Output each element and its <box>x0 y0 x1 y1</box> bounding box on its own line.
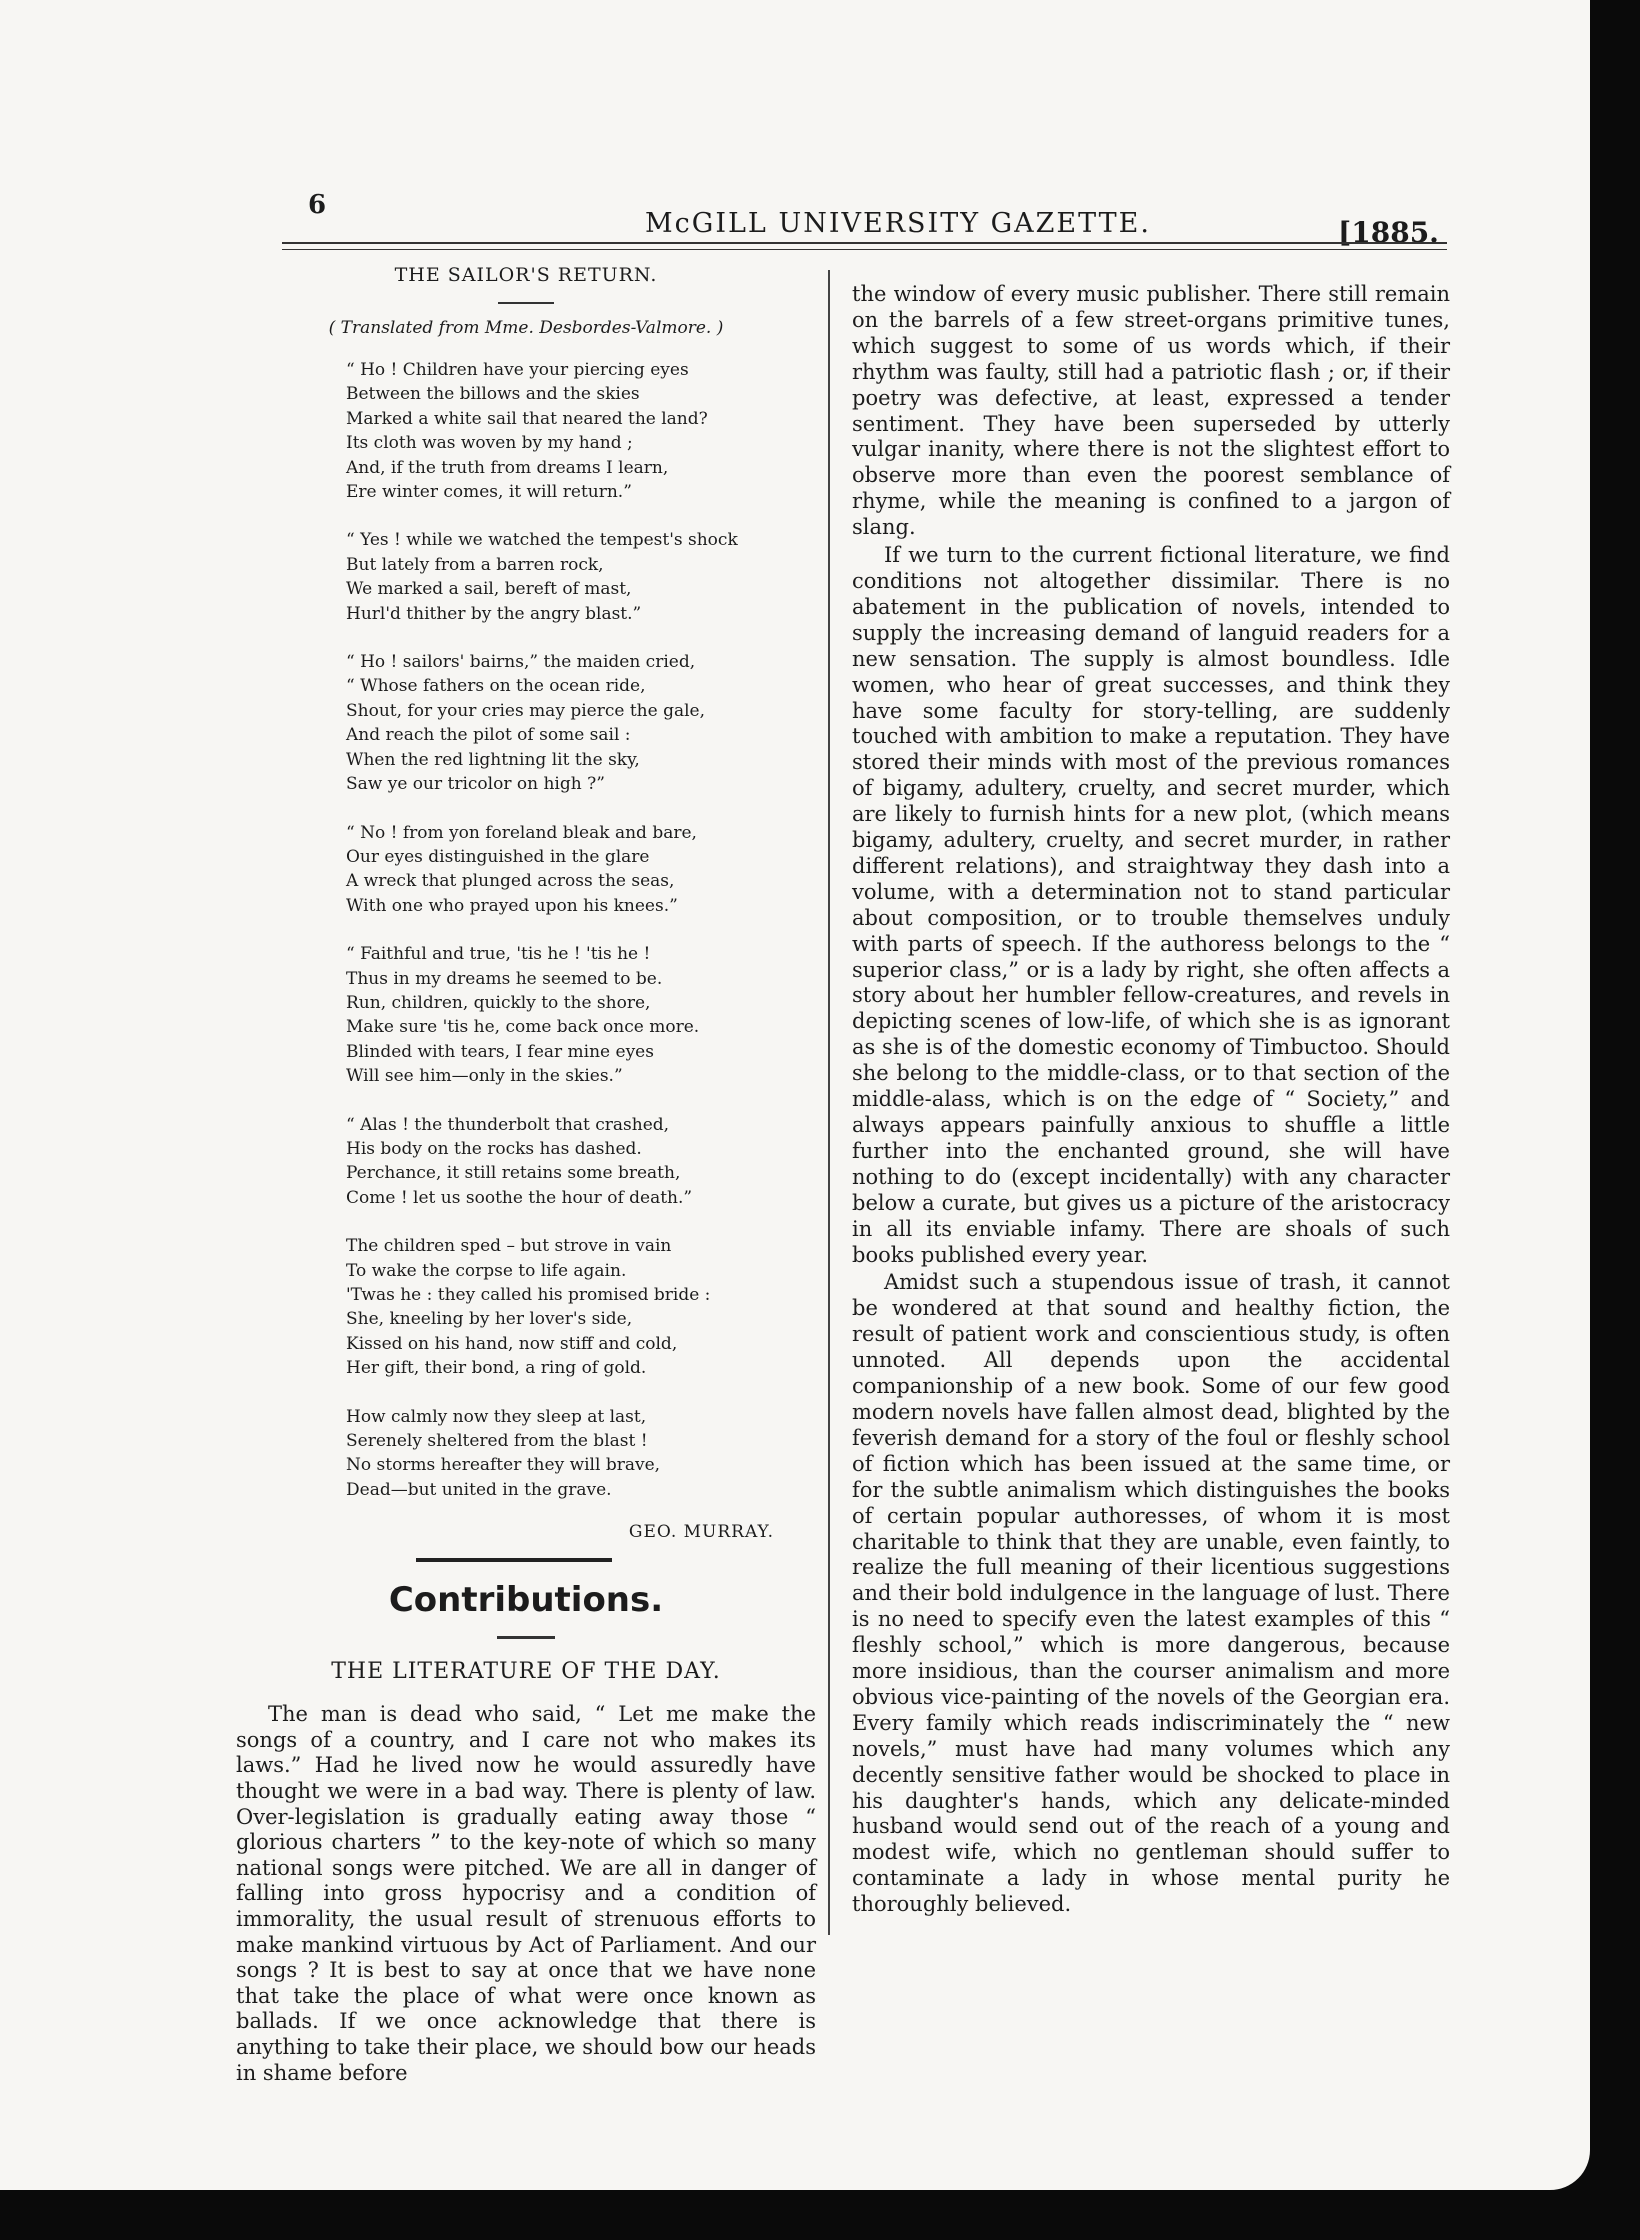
section-heading: Contributions. <box>388 1580 664 1621</box>
poem-line: Blinded with tears, I fear mine eyes <box>346 1041 654 1062</box>
poem-stanza <box>346 821 816 919</box>
poem-line: Run, children, quickly to the shore, <box>346 992 651 1013</box>
poem-line: But lately from a barren rock, <box>346 554 604 575</box>
poem-line: His body on the rocks has dashed. <box>346 1138 642 1159</box>
poem-line: When the red lightning lit the sky, <box>346 749 640 770</box>
poem-title: THE SAILOR'S RETURN. <box>394 264 658 286</box>
poem-line: “ Ho ! sailors' bairns,” the maiden cried, <box>346 652 696 673</box>
poem-line: To wake the corpse to life again. <box>346 1260 627 1281</box>
column-divider <box>828 270 830 1935</box>
poem-stanza <box>346 942 816 1088</box>
poem-line: Dead—but united in the grave. <box>346 1479 612 1500</box>
poem-subtitle: ( Translated from Mme. Desbordes-Valmore. ) <box>328 318 724 338</box>
poem-line: “ Whose fathers on the ocean ride, <box>346 676 646 697</box>
page-number: 6 <box>308 190 327 220</box>
poem-line: How calmly now they sleep at last, <box>346 1406 647 1427</box>
article-paragraph: the window of every music publisher. There still remain on the barrels of a few street-organs primitive tunes, which suggest to some of us words which, if their rhythm was faulty, still had a patriotic flash ; or, if their poetry was defective, at least, expressed a tender sentiment. They have been superseded by utterly vulgar inanity, where there is not the slightest effort to observe more than even the poorest semblance of rhyme, while the meaning is confined to a jargon of slang. <box>852 282 1450 540</box>
title-rule <box>498 302 554 304</box>
poem-stanza <box>346 1405 816 1503</box>
article-paragraph: Amidst such a stupendous issue of trash, it cannot be wondered at that sound and healthy fiction, the result of patient work and conscientious study, is often unnoted. All depends upon the accidental companionship of a new book. Some of our few good modern novels have fallen almost dead, blighted by the feverish demand for a story of the foul or fleshly school of fiction which has been issued at the same time, or for the subtle animalism which distinguishes the books of certain popular authoresses, of whom it is most charitable to think that they are unable, even faintly, to realize the full meaning of their licentious suggestions and their bold indulgence in the language of lust. There is no need to specify even the latest examples of this “ fleshly school,” which is more dangerous, because more insidious, than the courser animalism and more obvious vice-painting of the novels of the Georgian era. Every family which reads indiscriminately the “ new novels,” must have had many volumes which any decently sensitive father would be shocked to place in his daughter's hands, which any delicate-minded husband would send out of the reach of a young and modest wife, which no gentleman should suffer to contaminate a lady in whose mental purity he thoroughly believed. <box>852 1270 1450 1917</box>
poem-line: The children sped – but strove in vain <box>346 1236 672 1257</box>
poem-line: “ Alas ! the thunderbolt that crashed, <box>346 1114 670 1135</box>
poem-line: A wreck that plunged across the seas, <box>346 871 675 892</box>
poem-line: 'Twas he : they called his promised bride : <box>346 1285 711 1305</box>
section-divider <box>416 1558 612 1562</box>
heading-rule <box>497 1636 555 1639</box>
poem-line: And reach the pilot of some sail : <box>346 725 631 746</box>
poem-line: Kissed on his hand, now stiff and cold, <box>346 1333 678 1354</box>
header-rule <box>282 242 1447 244</box>
journal-title: McGILL UNIVERSITY GAZETTE. <box>645 208 1151 239</box>
poem-line: Saw ye our tricolor on high ?” <box>346 774 605 795</box>
poem-line: Its cloth was woven by my hand ; <box>346 433 633 454</box>
poem-stanza <box>346 528 816 626</box>
issue-year: [1885. <box>1338 216 1439 249</box>
poem-stanza <box>346 1234 816 1380</box>
poem-line: “ Faithful and true, 'tis he ! 'tis he ! <box>346 944 651 965</box>
poem-line: She, kneeling by her lover's side, <box>346 1309 633 1330</box>
poem-author: GEO. MURRAY. <box>628 1522 774 1543</box>
poem-line: Her gift, their bond, a ring of gold. <box>346 1358 647 1379</box>
poem-line: Marked a white sail that neared the land? <box>346 408 708 429</box>
poem-stanza <box>346 650 816 796</box>
poem-body <box>236 358 816 1502</box>
poem-line: Shout, for your cries may pierce the gale, <box>346 700 705 721</box>
header-rule-thin <box>282 249 1447 250</box>
poem-line: “ Yes ! while we watched the tempest's shock <box>346 530 738 551</box>
poem-line: Perchance, it still retains some breath, <box>346 1163 681 1184</box>
page-header <box>0 190 1640 250</box>
poem-line: Hurl'd thither by the angry blast.” <box>346 603 642 624</box>
poem-line: And, if the truth from dreams I learn, <box>346 457 669 478</box>
poem-line: Our eyes distinguished in the glare <box>346 846 650 867</box>
poem-line: Come ! let us soothe the hour of death.” <box>346 1187 693 1208</box>
left-column <box>236 264 816 2086</box>
poem-line: Serenely sheltered from the blast ! <box>346 1431 648 1452</box>
poem-line: With one who prayed upon his knees.” <box>346 895 678 916</box>
poem-line: “ Ho ! Children have your piercing eyes <box>346 360 689 380</box>
article-paragraph: If we turn to the current fictional literature, we find conditions not altogether dissimilar. There is no abatement in the publication of novels, intended to supply the increasing demand of languid readers for a new sensation. The supply is almost boundless. Idle women, who hear of great successes, and think they have some faculty for story-telling, are suddenly touched with ambition to make a reputation. They have stored their minds with most of the previous romances of bigamy, adultery, cruelty, and secret murder, which are likely to furnish hints for a new plot, (which means bigamy, adultery, cruelty, and secret murder, in rather different relations), and straightway they dash into a volume, with a determination not to stand particular about composition, or to trouble themselves unduly with parts of speech. If the authoress belongs to the “ superior class,” or is a lady by right, she often affects a story about her humbler fellow-creatures, and revels in depicting scenes of low-life, of which she is as ignorant as she is of the domestic economy of Timbuctoo. Should she belong to the middle-class, or to that section of the middle-alass, which is on the edge of “ Society,” and always appears painfully anxious to shuffle a little further into the enchanted ground, she will have nothing to do (except incidentally) with any character below a curate, but gives us a picture of the aristocracy in all its enviable infamy. There are shoals of such books published every year. <box>852 543 1450 1267</box>
poem-line: We marked a sail, bereft of mast, <box>346 579 632 600</box>
right-column <box>852 282 1450 1920</box>
poem-stanza <box>346 358 816 504</box>
poem-stanza <box>346 1113 816 1211</box>
poem-line: Between the billows and the skies <box>346 384 640 405</box>
poem-line: No storms hereafter they will brave, <box>346 1455 661 1476</box>
poem-line: Thus in my dreams he seemed to be. <box>346 968 663 989</box>
poem-line: “ No ! from yon foreland bleak and bare, <box>346 822 697 843</box>
poem-line: Make sure 'tis he, come back once more. <box>346 1017 700 1038</box>
article-title: THE LITERATURE OF THE DAY. <box>331 1659 721 1685</box>
article-paragraph: The man is dead who said, “ Let me make the songs of a country, and I care not who makes its laws.” Had he lived now he would assuredly have thought we were in a bad way. There is plenty of law. Over-legislation is gradually eating away those “ glorious charters ” to the key-note of which so many national songs were pitched. We are all in danger of falling into gross hypocrisy and a condition of immorality, the usual result of strenuous efforts to make mankind virtuous by Act of Parliament. And our songs ? It is best to say at once that we have none that take the place of what were once known as ballads. If we once acknowledge that there is anything to take their place, we should bow our heads in shame before <box>236 1702 816 2085</box>
poem-line: Will see him—only in the skies.” <box>346 1066 623 1087</box>
poem-line: Ere winter comes, it will return.” <box>346 482 632 503</box>
